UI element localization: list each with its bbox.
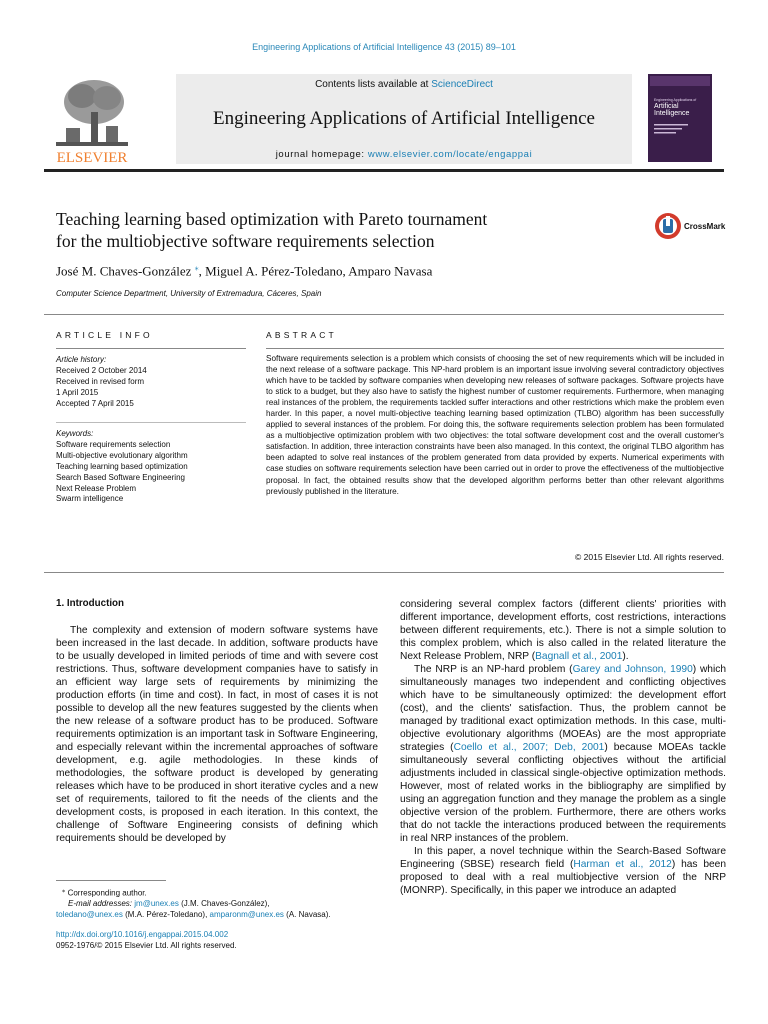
- keyword-item: Multi-objective evolutionary algorithm: [56, 450, 188, 460]
- crossmark-icon[interactable]: [654, 211, 682, 241]
- email-link[interactable]: amparonm@unex.es: [209, 910, 284, 920]
- abstract-text: Software requirements selection is a problem which consists of choosing the set of new requirements which will be included in the next release of a software package. This NP-hard problem is an important issue involving several contradictory objectives which have to be tackled by software companies when developing new releases of software packages. Software projects have to stick to a budget, but they also have to satisfy the highest number of customer requirements. Furthermore, when managing real instances of the problem, the requirements tackled suffer interactions and other restrictions which make the problem even harder. In this paper, a novel multi-objective teaching learning based optimization (TLBO) algorithm has been successfully applied to several instances of the problem. For doing this, the software requirements selection problem has been formulated as a multiobjective optimization problem with two objectives: the total software development cost and the overall customer's satisfaction. In addition, three interaction constraints have been also managed. In this context, the original TLBO algorithm has been adapted to solve real instances of the problem generated from data provided by experts. Numerical experiments with case studies on software requirements selection have been carried out in order to prove the effectiveness of the multiobjective proposal. In fact, the obtained results show that the developed algorithm performs better than other relevant algorithms previously published in the literature.: [266, 354, 724, 496]
- text-span: ) because MOEAs tackle simultaneously several conflicting objectives without the artificial adjustments included in classical single-objective optimization methods. However, most of related works in the bibliography are simplified by using an aggregation function and they manage the problem as a single objective version of the problem. Furthermore, there are others works that do not tackle the interactions produced between the requirements in real NRP instances of the problem.: [400, 742, 727, 844]
- keywords-label: Keywords:: [56, 429, 94, 438]
- article-title-line2: for the multiobjective software requirements selection: [56, 231, 435, 251]
- intro-paragraph: [400, 663, 726, 845]
- doi-block: [56, 930, 386, 952]
- author-others: , Miguel A. Pérez-Toledano, Amparo Navasa: [198, 263, 433, 279]
- email-link[interactable]: jm@unex.es: [134, 899, 179, 909]
- abstract-bottom-rule: [44, 572, 724, 573]
- intro-paragraph: [400, 845, 726, 897]
- citation-link[interactable]: Garey and Johnson, 1990: [572, 664, 693, 675]
- history-label: Article history:: [56, 355, 107, 364]
- history-item: Accepted 7 April 2015: [56, 398, 134, 408]
- doi-link[interactable]: http://dx.doi.org/10.1016/j.engappai.2015.04.002: [56, 930, 229, 939]
- email-line: [56, 910, 386, 921]
- journal-cover-band: [650, 76, 710, 86]
- text-span: The NRP is an NP-hard problem (: [414, 664, 573, 675]
- abstract-copyright: © 2015 Elsevier Ltd. All rights reserved.: [575, 552, 724, 562]
- corresponding-author-note: [56, 886, 386, 899]
- keyword-item: Teaching learning based optimization: [56, 461, 188, 471]
- elsevier-tree-icon: [52, 76, 132, 150]
- contents-line: [176, 79, 632, 90]
- journal-reference[interactable]: Engineering Applications of Artificial Intelligence 43 (2015) 89–101: [252, 42, 516, 52]
- email-owner: (M.A. Pérez-Toledano),: [122, 910, 210, 920]
- keyword-item: Swarm intelligence: [56, 494, 124, 504]
- text-span: In this paper, a novel technique within the Search-Based Software Engineering (SBSE) research field (: [400, 846, 726, 870]
- cover-small-text: Engineering Applications of: [654, 98, 697, 102]
- elsevier-logo-text: ELSEVIER: [56, 150, 128, 166]
- article-history: [56, 355, 246, 410]
- citation-link[interactable]: Bagnall et al., 2001: [535, 651, 623, 662]
- abstract-rule: [266, 348, 724, 349]
- article-info-rule: [56, 348, 246, 349]
- sciencedirect-link[interactable]: ScienceDirect: [431, 79, 493, 90]
- article-title-line1: Teaching learning based optimization with Pareto tournament: [56, 209, 488, 229]
- intro-paragraph: The complexity and extension of modern software systems have been increased in the last decade. In addition, software products have to be usually developed in limited periods of time and with severe cost restrictions. Thus, software development companies have to satisfy in an efficient way large sets of requirements by minimizing the production efforts (in time and cost). In fact, in most of cases it is not possible to develop all the new features suggested by the clients when the new release of a software product has to be produced. Software requirements optimization is an important task in Software Engineering, and especially relevant within the incremental approaches of software development, e.g. agile methodologies. In these kinds of methodologies, the software product is developed by generating releases which have to be produced in short iterative cycles and a new set of requirements, tailored to fit the needs of the clients and the development costs, is proposed in each iteration. In this context, the challenge of Software Engineering consists of defining which requirements should be developed by: [56, 625, 378, 844]
- article-info-label: ARTICLE INFO: [56, 330, 153, 340]
- footnote-rule: [56, 880, 166, 881]
- keyword-item: Next Release Problem: [56, 483, 137, 493]
- email-owner: (J.M. Chaves-González),: [178, 899, 270, 909]
- text-span: ).: [622, 651, 629, 662]
- author-chaves: José M. Chaves-González: [56, 263, 195, 279]
- journal-title: Engineering Applications of Artificial Intelligence: [213, 108, 595, 129]
- email-owner: (A. Navasa).: [283, 910, 331, 920]
- email-link[interactable]: toledano@unex.es: [56, 910, 123, 920]
- issn-line: 0952-1976/© 2015 Elsevier Ltd. All rights reserved.: [56, 940, 237, 950]
- footnotes: [56, 886, 386, 921]
- text-span: considering several complex factors (different clients' priorities with different importance, development efforts, cost restrictions, interactions between different requirements, etc.). There is not a simple solution to this complex problem, which is also called in the related literature the Next Release Problem, NRP (: [400, 599, 726, 662]
- intro-heading: 1. Introduction: [56, 598, 125, 609]
- corresponding-text: Corresponding author.: [67, 888, 147, 898]
- intro-right-column: [400, 598, 726, 897]
- history-item: 1 April 2015: [56, 387, 99, 397]
- email-line: [56, 899, 386, 910]
- article-title: [56, 208, 636, 252]
- journal-cover-image: [648, 74, 712, 162]
- cover-decoration: [654, 124, 704, 134]
- keyword-item: Search Based Software Engineering: [56, 472, 185, 482]
- top-section-rule: [44, 314, 724, 315]
- affiliation: Computer Science Department, University of Extremadura, Cáceres, Spain: [56, 289, 322, 298]
- cover-title-line1: Artificial: [654, 103, 679, 110]
- homepage-prefix: journal homepage:: [275, 149, 368, 160]
- abstract-label: ABSTRACT: [266, 330, 337, 340]
- intro-left-column: [56, 624, 378, 845]
- citation-link[interactable]: Harman et al., 2012: [573, 859, 672, 870]
- history-item: Received in revised form: [56, 376, 145, 386]
- intro-paragraph: [400, 598, 726, 663]
- history-item: Received 2 October 2014: [56, 365, 147, 375]
- crossmark-label[interactable]: CrossMark: [684, 222, 726, 231]
- header-rule: [44, 169, 724, 172]
- contents-prefix: Contents lists available at: [315, 79, 432, 90]
- homepage-link[interactable]: www.elsevier.com/locate/engappai: [367, 149, 533, 160]
- cover-title: [654, 103, 689, 117]
- journal-homepage: [176, 149, 632, 160]
- text-span: ) which simultaneously manages two independent and conflicting objectives which have to be simultaneously optimized: the development effort (cost), and the clients' satisfaction. Thus, the problem cannot be managed by traditional exact optimization methods. In this case, multi-objective evolutionary algorithms (MOEAs) are the most appropriate strategies (: [400, 664, 726, 753]
- keywords: [56, 429, 246, 505]
- keyword-item: Software requirements selection: [56, 439, 171, 449]
- corresponding-mark[interactable]: ⁎: [194, 263, 199, 272]
- citation-link[interactable]: Coello et al., 2007; Deb, 2001: [453, 742, 605, 753]
- text-span: ) has been proposed to deal with a real multiobjective version of the NRP (MONRP). Specifically, in this paper we introduce an adapted: [400, 859, 726, 896]
- email-label: E-mail addresses:: [68, 899, 135, 909]
- keywords-rule: [56, 422, 246, 423]
- cover-title-line2: Intelligence: [654, 110, 690, 117]
- author-list: [56, 263, 676, 279]
- footnote-mark: ⁎: [62, 887, 66, 894]
